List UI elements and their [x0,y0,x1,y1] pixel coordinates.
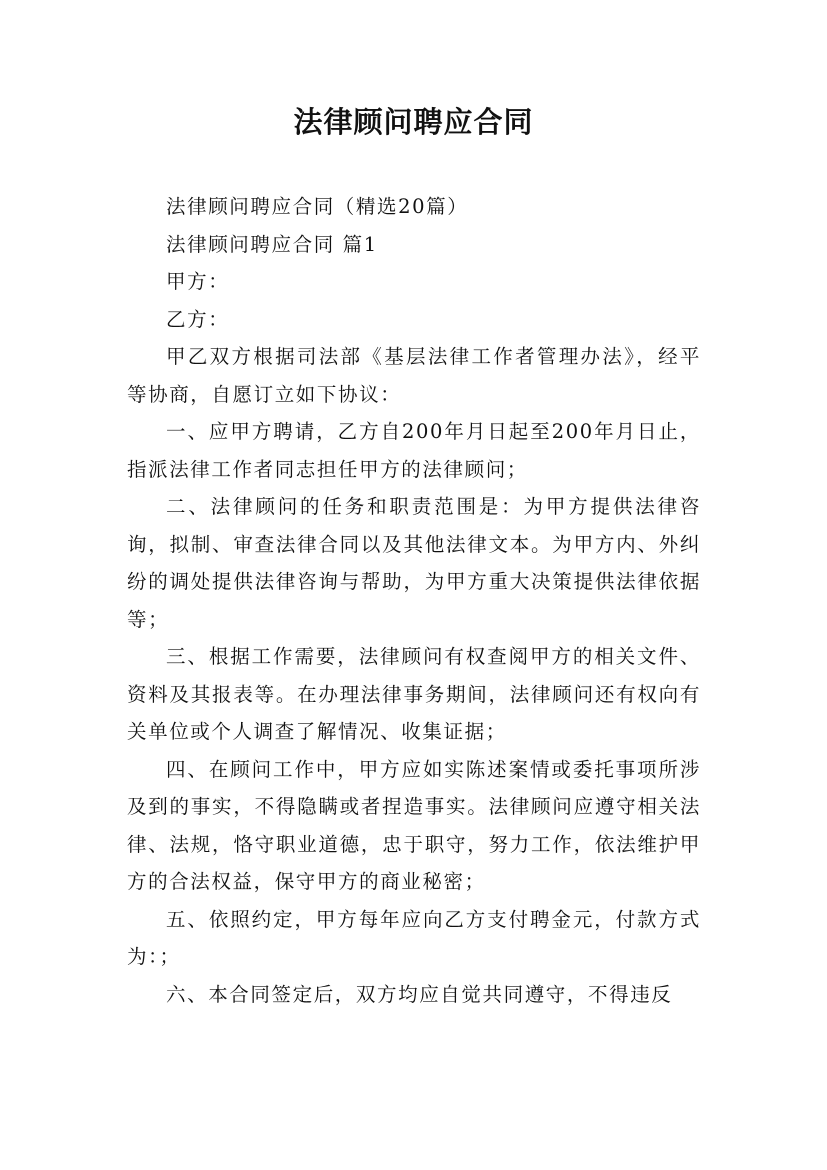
paragraph-section-title: 法律顾问聘应合同 篇1 [166,232,378,256]
paragraph-clause-1: 一、应甲方聘请，乙方自200年月日起至200年月日止，指派法律工作者同志担任甲方的法律顾问； [127,420,701,481]
paragraph-clause-2: 二、法律顾问的任务和职责范围是：为甲方提供法律咨询，拟制、审查法律合同以及其他法律文本。为甲方内、外纠纷的调处提供法律咨询与帮助，为甲方重大决策提供法律依据等； [127,495,701,631]
paragraph-preamble: 甲乙双方根据司法部《基层法律工作者管理办法》，经平等协商，自愿订立如下协议： [127,345,701,406]
paragraph-heading: 法律顾问聘应合同（精选20篇） [166,195,469,218]
document-body [127,188,701,1013]
paragraph-clause-4: 四、在顾问工作中，甲方应如实陈述案情或委托事项所涉及到的事实，不得隐瞒或者捏造事实。法律顾问应遵守相关法律、法规，恪守职业道德，忠于职守，努力工作，依法维护甲方的合法权益，保守甲方的商业秘密； [127,757,701,893]
paragraph-clause-3: 三、根据工作需要，法律顾问有权查阅甲方的相关文件、资料及其报表等。在办理法律事务期间，法律顾问还有权向有关单位或个人调查了解情况、收集证据； [127,645,701,743]
paragraph-party-a: 甲方： [166,270,230,293]
paragraph-clause-5: 五、依照约定，甲方每年应向乙方支付聘金元，付款方式为：； [127,907,701,968]
paragraph-clause-6: 六、本合同签定后，双方均应自觉共同遵守，不得违反 [166,982,673,1006]
document-title: 法律顾问聘应合同 [293,105,534,139]
paragraph-party-b: 乙方： [166,307,230,331]
